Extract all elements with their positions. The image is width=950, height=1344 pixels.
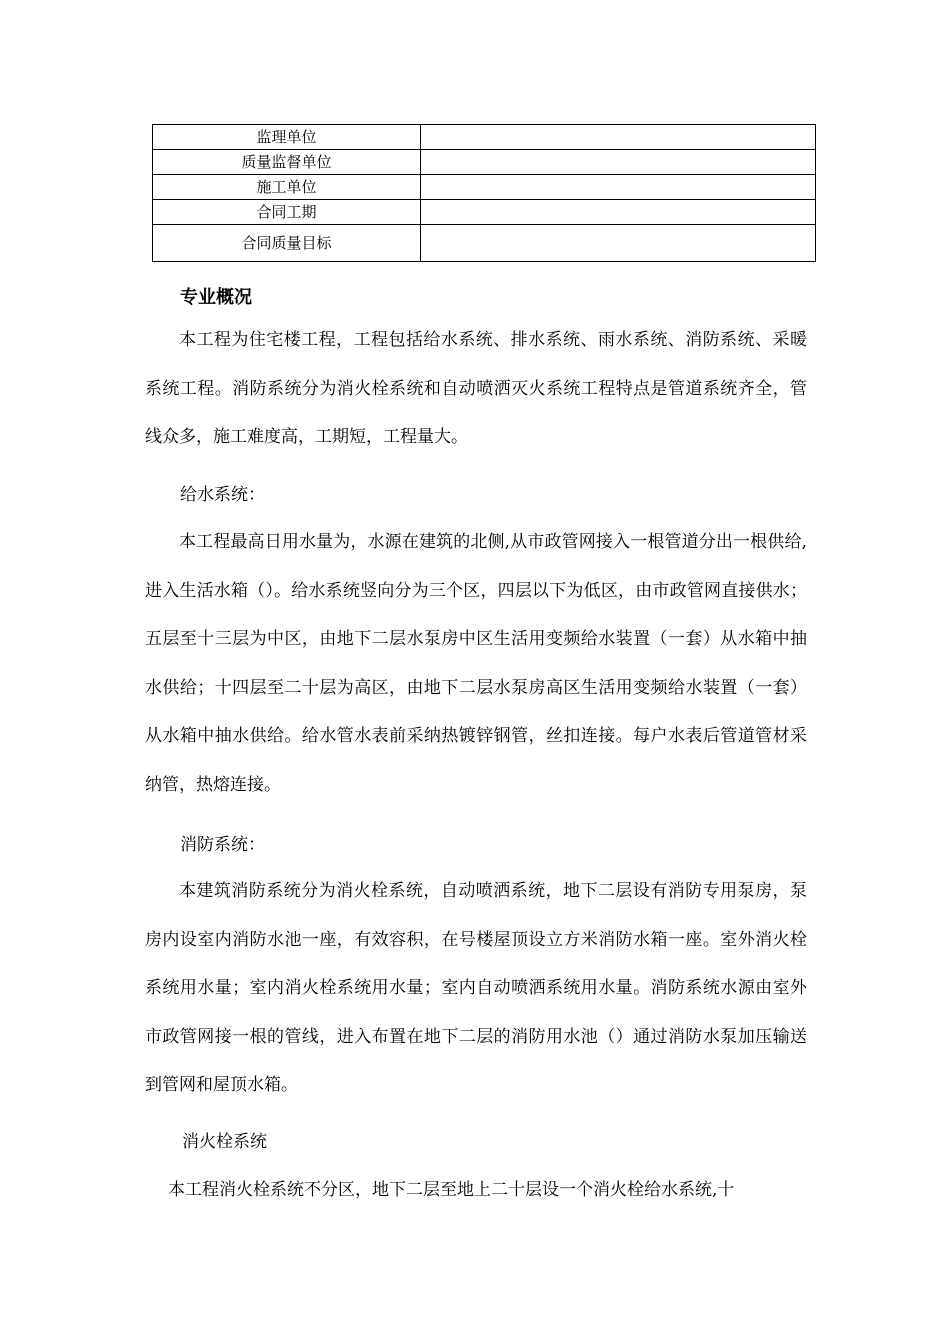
table-row xyxy=(153,175,816,200)
table-row xyxy=(153,225,816,262)
fire-system-heading: 消防系统： xyxy=(180,835,265,855)
table-value-cell xyxy=(421,150,816,175)
table-row xyxy=(153,150,816,175)
overview-paragraph: 本工程为住宅楼工程，工程包括给水系统、排水系统、雨水系统、消防系统、采暖系统工程。消防系统分为消火栓系统和自动喷洒灭火系统工程特点是管道系统齐全，管线众多，施工难度高，工期短，工程量大。 xyxy=(145,330,807,447)
table-label-cell: 合同质量目标 xyxy=(153,225,421,262)
fire-system-paragraph: 本建筑消防系统分为消火栓系统，自动喷洒系统，地下二层设有消防专用泵房，泵房内设室内消防水池一座，有效容积，在号楼屋顶设立方米消防水箱一座。室外消火栓系统用水量；室内消火栓系统用水量；室内自动喷洒系统用水量。消防系统水源由室外市政管网接一根的管线，进入布置在地下二层的消防用水池（）通过消防水泵加压输送到管网和屋顶水箱。 xyxy=(145,881,807,1095)
table-value-cell xyxy=(421,200,816,225)
water-supply-heading: 给水系统： xyxy=(180,485,265,505)
water-supply-paragraph: 本工程最高日用水量为，水源在建筑的北侧,从市政管网接入一根管道分出一根供给,进入生活水箱（）。给水系统竖向分为三个区，四层以下为低区，由市政管网直接供水；五层至十三层为中区，由地下二层水泵房中区生活用变频给水装置（一套）从水箱中抽水供给；十四层至二十层为高区，由地下二层水泵房高区生活用变频给水装置（一套）从水箱中抽水供给。给水管水表前采纳热镀锌钢管，丝扣连接。每户水表后管道管材采纳管，热熔连接。 xyxy=(145,532,807,795)
table-label-cell: 质量监督单位 xyxy=(153,150,421,175)
table-value-cell xyxy=(421,175,816,200)
table-value-cell xyxy=(421,225,816,262)
table-label-cell: 施工单位 xyxy=(153,175,421,200)
project-info-table xyxy=(152,124,816,262)
table-row xyxy=(153,200,816,225)
table-label-cell: 监理单位 xyxy=(153,125,421,150)
hydrant-system-paragraph: 本工程消火栓系统不分区，地下二层至地上二十层设一个消火栓给水系统,十 xyxy=(168,1180,735,1200)
table-row xyxy=(153,125,816,150)
table-value-cell xyxy=(421,125,816,150)
table-label-cell: 合同工期 xyxy=(153,200,421,225)
hydrant-system-heading: 消火栓系统 xyxy=(182,1132,267,1152)
section-heading: 专业概况 xyxy=(180,287,252,308)
